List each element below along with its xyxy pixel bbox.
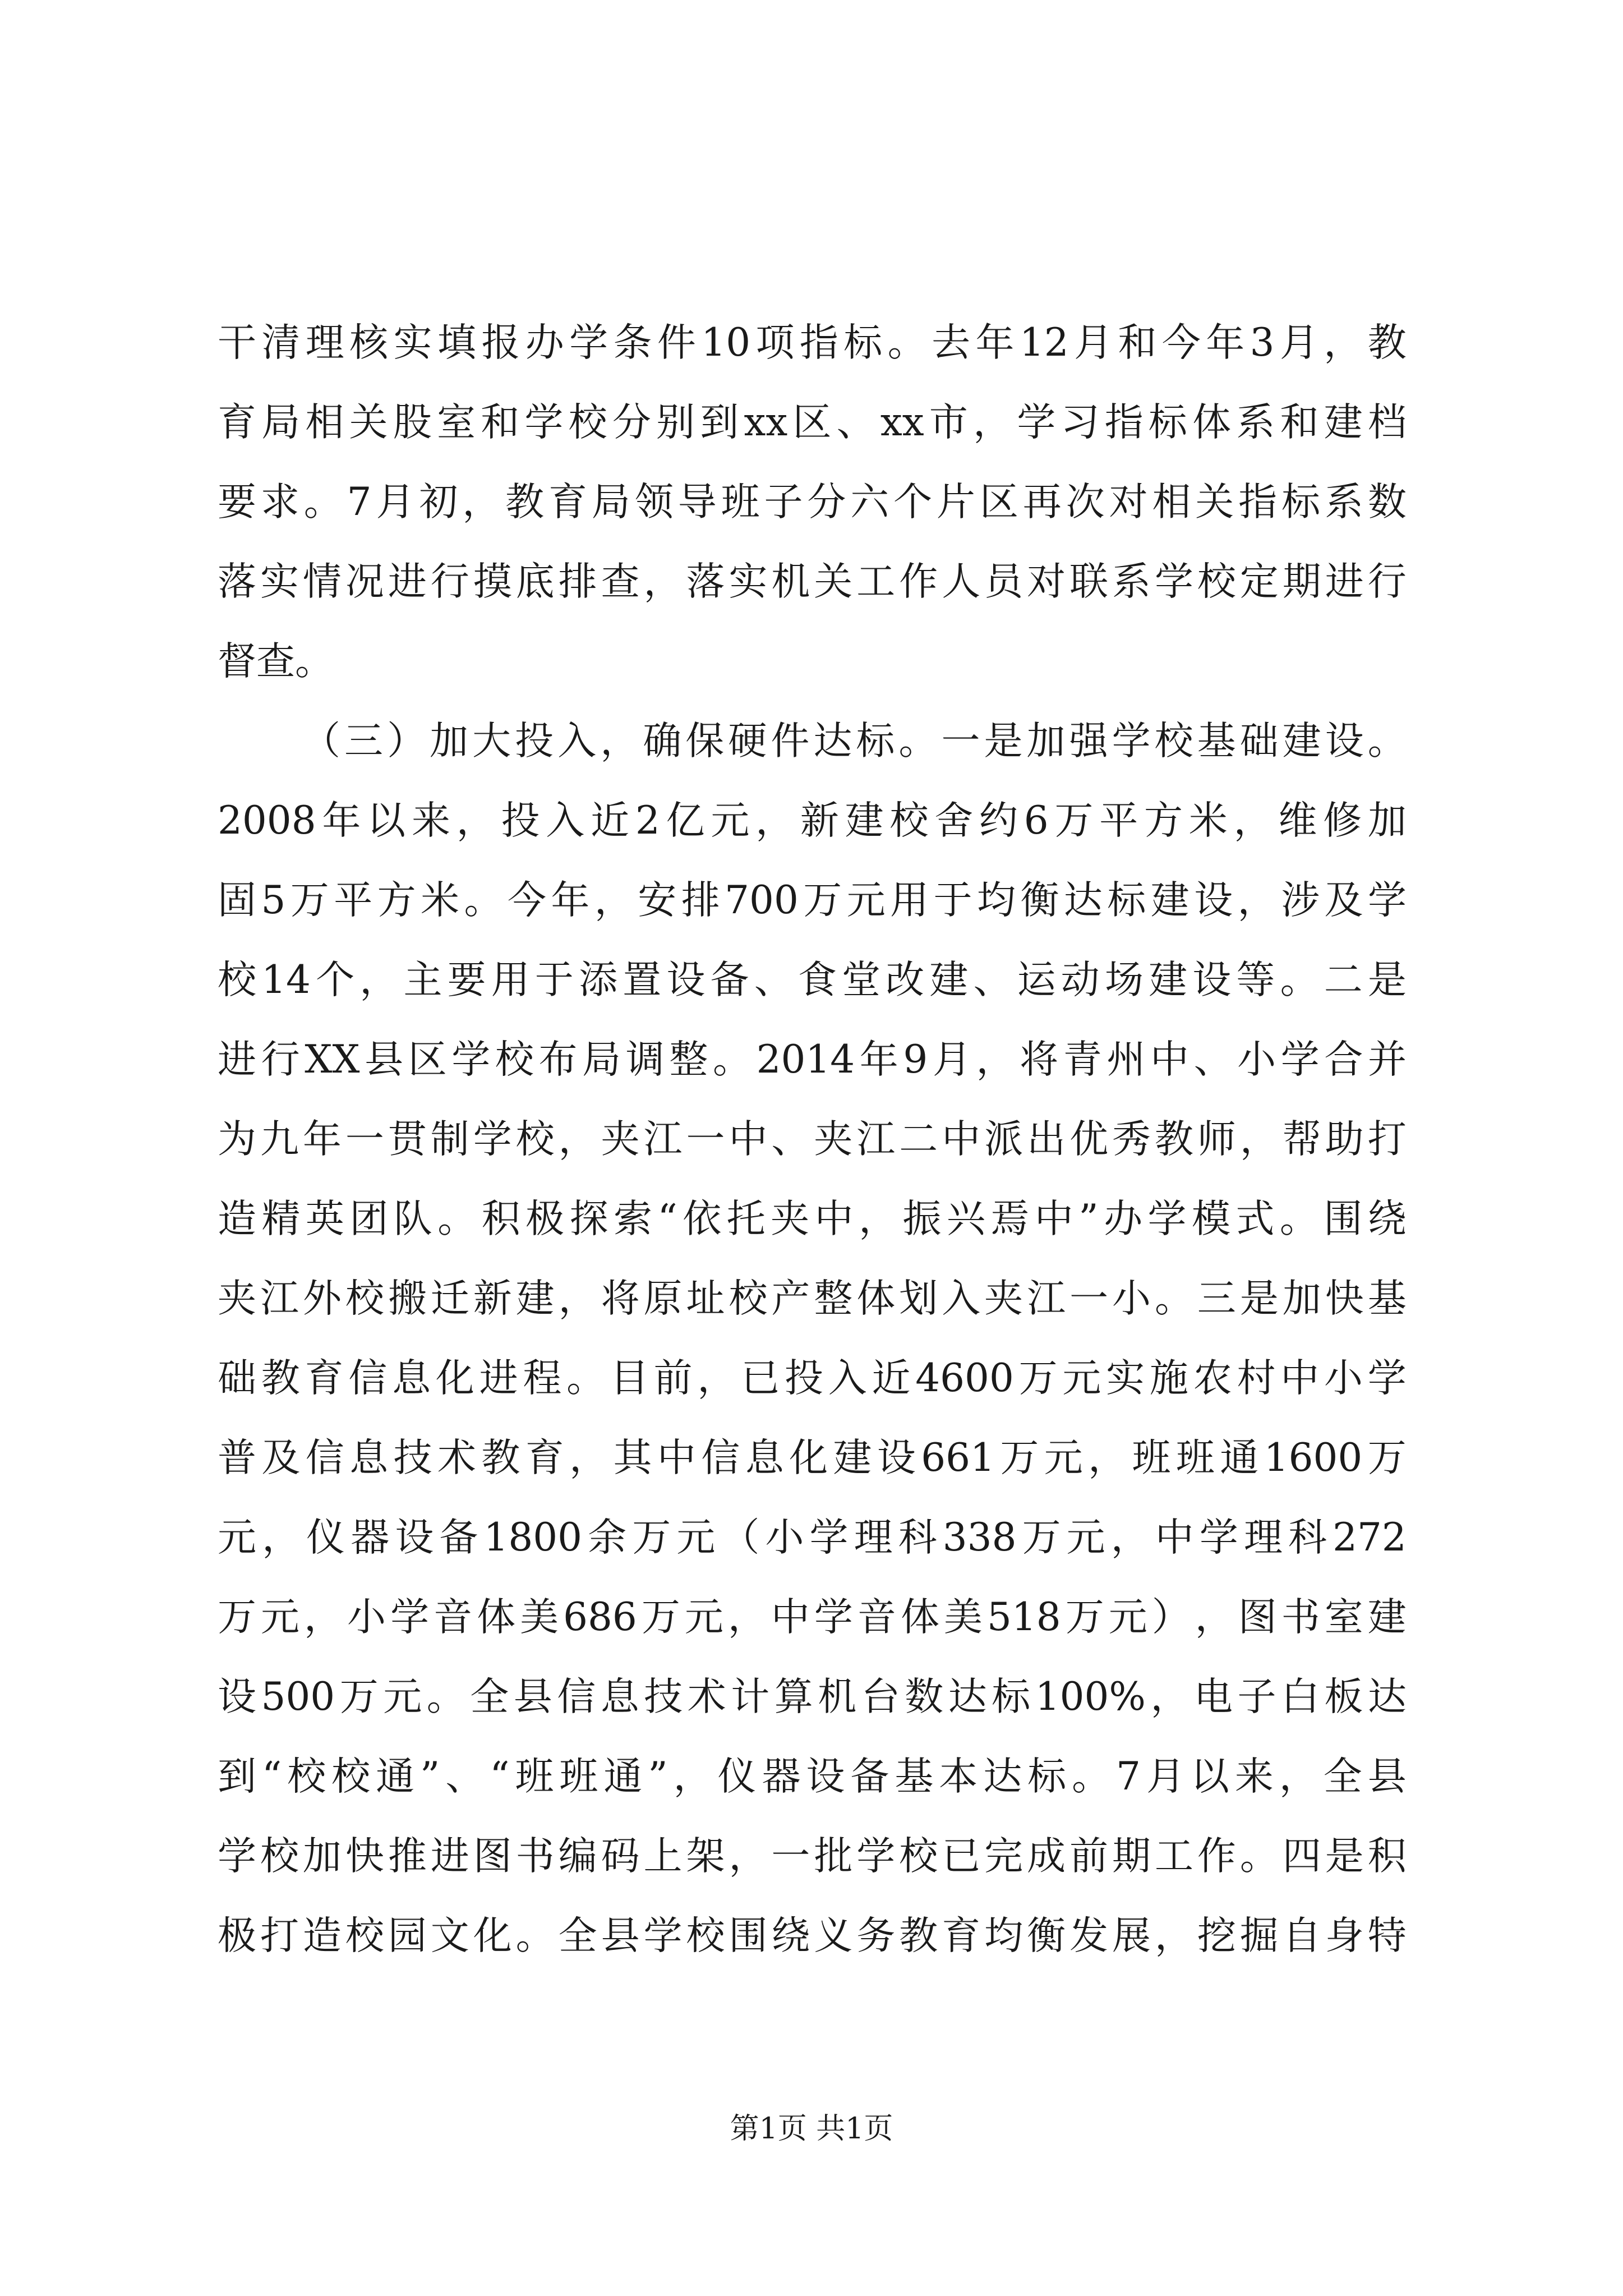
text-line: 造 精 英 团 队 。 积 极 探 索 “ 依 托 夹 中 ， 振 兴 焉 中 ” 办 学 模 式 。 围 绕 (218, 1197, 1407, 1241)
text-line: 万 元 ， 小 学 音 体 美 686 万 元 ， 中 学 音 体 美 518 万 元 ） ， 图 书 室 建 (218, 1595, 1407, 1640)
text-line: 校 14 个 ， 主 要 用 于 添 置 设 备 、 食 堂 改 建 、 运 动 场 建 设 等 。 二 是 (218, 958, 1407, 1002)
text-line: 础 教 育 信 息 化 进 程 。 目 前 ， 已 投 入 近 4600 万 元 实 施 农 村 中 小 学 (218, 1356, 1407, 1401)
page-footer: 第1页 共1页 (730, 2112, 893, 2146)
text-line: 固 5 万 平 方 米 。 今 年 ， 安 排 700 万 元 用 于 均 衡 达 标 建 设 ， 涉 及 学 (218, 878, 1407, 923)
text-line: 到 “ 校 校 通 ” 、 “ 班 班 通 ” ， 仪 器 设 备 基 本 达 标 。 7 月 以 来 ， 全 县 (218, 1754, 1407, 1799)
text-line: 要 求 。 7 月 初 ， 教 育 局 领 导 班 子 分 六 个 片 区 再 次 对 相 关 指 标 系 数 (218, 480, 1407, 524)
text-line: 设 500 万 元 。 全 县 信 息 技 术 计 算 机 台 数 达 标 100% ， 电 子 白 板 达 (218, 1674, 1407, 1719)
text-line: 育 局 相 关 股 室 和 学 校 分 别 到 xx 区 、 xx 市 ， 学 习 指 标 体 系 和 建 档 (218, 400, 1407, 445)
text-line: 夹 江 外 校 搬 迁 新 建 ， 将 原 址 校 产 整 体 划 入 夹 江 一 小 。 三 是 加 快 基 (218, 1276, 1407, 1321)
text-line: 极 打 造 校 园 文 化 。 全 县 学 校 围 绕 义 务 教 育 均 衡 发 展 ， 挖 掘 自 身 特 (218, 1913, 1407, 1958)
text-line: 进 行 XX 县 区 学 校 布 局 调 整 。 2014 年 9 月 ， 将 青 州 中 、 小 学 合 并 (218, 1037, 1407, 1082)
text-line: 为 九 年 一 贯 制 学 校 ， 夹 江 一 中 、 夹 江 二 中 派 出 优 秀 教 师 ， 帮 助 打 (218, 1117, 1407, 1162)
text-line: 2008 年 以 来 ， 投 入 近 2 亿 元 ， 新 建 校 舍 约 6 万 平 方 米 ， 维 修 加 (218, 798, 1407, 843)
text-line: 学 校 加 快 推 进 图 书 编 码 上 架 ， 一 批 学 校 已 完 成 前 期 工 作 。 四 是 积 (218, 1834, 1407, 1879)
section-heading-line: （ 三 ） 加 大 投 入 ， 确 保 硬 件 达 标 。 一 是 加 强 学 校 基 础 建 设 。 (302, 719, 1407, 763)
text-line: 落 实 情 况 进 行 摸 底 排 查 ， 落 实 机 关 工 作 人 员 对 联 系 学 校 定 期 进 行 (218, 559, 1407, 604)
text-line: 干 清 理 核 实 填 报 办 学 条 件 10 项 指 标 。 去 年 12 月 和 今 年 3 月 ， 教 (218, 320, 1407, 365)
text-line: 普 及 信 息 技 术 教 育 ， 其 中 信 息 化 建 设 661 万 元 ， 班 班 通 1600 万 (218, 1435, 1407, 1480)
text-line: 元 ， 仪 器 设 备 1800 余 万 元 （ 小 学 理 科 338 万 元 ， 中 学 理 科 272 (218, 1515, 1407, 1560)
text-line: 督查。 (218, 639, 334, 684)
